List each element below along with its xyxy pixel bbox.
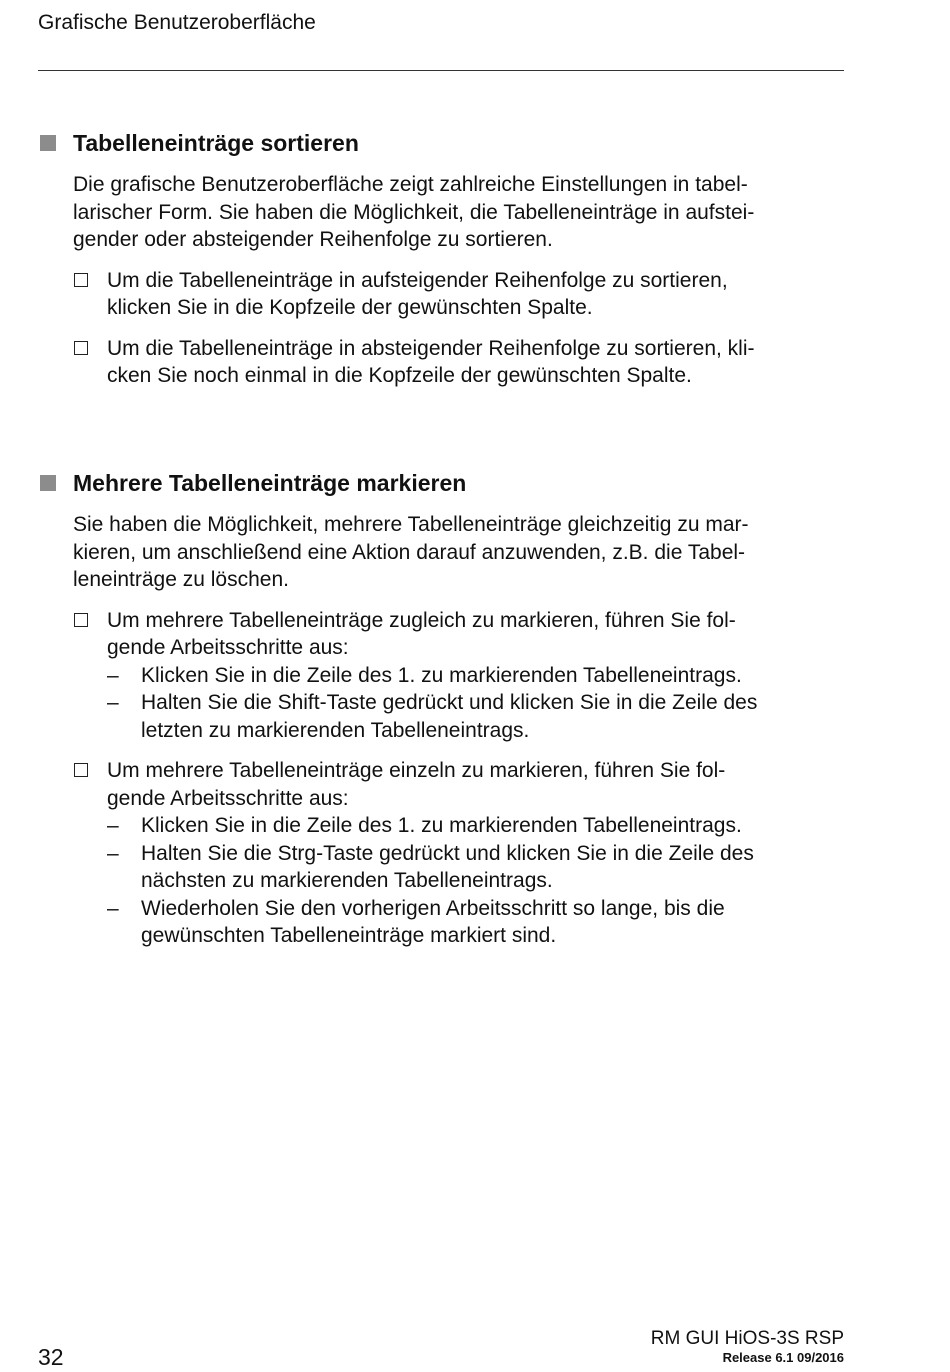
substep-item xyxy=(107,812,844,840)
intro-line: leneinträge zu löschen. xyxy=(73,568,289,591)
dash-bullet: – xyxy=(107,841,119,865)
page-number: 32 xyxy=(38,1344,64,1370)
checkbox-bullet-icon xyxy=(74,273,88,287)
substep-line: Klicken Sie in die Zeile des 1. zu markierenden Tabelleneintrags. xyxy=(141,814,742,837)
step-line: Um die Tabelleneinträge in absteigender Reihenfolge zu sortieren, kli- xyxy=(107,336,755,360)
substep-line: Wiederholen Sie den vorherigen Arbeitsschritt so lange, bis die xyxy=(141,896,725,920)
section-heading xyxy=(40,469,844,499)
instruction-step xyxy=(40,607,844,745)
footer-release-info: Release 6.1 09/2016 xyxy=(722,1350,844,1365)
substep-line: nächsten zu markierenden Tabelleneintrags. xyxy=(141,869,553,892)
substep-item xyxy=(107,895,844,950)
substep-line: Klicken Sie in die Zeile des 1. zu markierenden Tabelleneintrags. xyxy=(141,663,742,687)
running-header-title: Grafische Benutzeroberfläche xyxy=(38,11,316,34)
section-title: Mehrere Tabelleneinträge markieren xyxy=(73,470,467,496)
step-line: klicken Sie in die Kopfzeile der gewünschten Spalte. xyxy=(107,296,593,319)
instruction-step xyxy=(40,267,844,322)
intro-line: kieren, um anschließend eine Aktion darauf anzuwenden, z.B. die Tabel- xyxy=(73,540,746,564)
instruction-step xyxy=(40,757,844,950)
substep-item xyxy=(107,662,844,690)
intro-line: gender oder absteigender Reihenfolge zu sortieren. xyxy=(73,228,553,251)
square-bullet-icon xyxy=(40,475,56,491)
dash-bullet: – xyxy=(107,814,119,837)
section-title: Tabelleneinträge sortieren xyxy=(73,130,359,156)
substep-item xyxy=(107,840,844,895)
section-intro xyxy=(73,511,844,594)
section-heading xyxy=(40,129,844,159)
dash-bullet: – xyxy=(107,896,119,920)
checkbox-bullet-icon xyxy=(74,613,88,627)
substep-line: gewünschten Tabelleneinträge markiert sind. xyxy=(141,924,557,947)
intro-line: larischer Form. Sie haben die Möglichkeit, die Tabelleneinträge in aufstei- xyxy=(73,200,755,224)
substep-list xyxy=(107,812,844,950)
step-line: Um mehrere Tabelleneinträge zugleich zu markieren, führen Sie fol- xyxy=(107,608,736,632)
substep-item xyxy=(107,689,844,744)
substep-line: Halten Sie die Strg-Taste gedrückt und klicken Sie in die Zeile des xyxy=(141,841,754,865)
intro-line: Sie haben die Möglichkeit, mehrere Tabelleneinträge gleichzeitig zu mar- xyxy=(73,513,749,536)
dash-bullet: – xyxy=(107,691,119,714)
substep-line: Halten Sie die Shift-Taste gedrückt und klicken Sie in die Zeile des xyxy=(141,691,758,714)
step-line: gende Arbeitsschritte aus: xyxy=(107,786,349,810)
step-line: cken Sie noch einmal in die Kopfzeile der gewünschten Spalte. xyxy=(107,364,692,387)
checkbox-bullet-icon xyxy=(74,763,88,777)
dash-bullet: – xyxy=(107,663,119,687)
section-mark-entries xyxy=(40,469,844,950)
step-line: Um die Tabelleneinträge in aufsteigender Reihenfolge zu sortieren, xyxy=(107,268,728,292)
substep-line: letzten zu markierenden Tabelleneintrags. xyxy=(141,718,530,742)
header-divider xyxy=(38,70,844,71)
instruction-step xyxy=(40,335,844,390)
step-line: Um mehrere Tabelleneinträge einzeln zu markieren, führen Sie fol- xyxy=(107,759,726,782)
step-line: gende Arbeitsschritte aus: xyxy=(107,636,349,659)
substep-list xyxy=(107,662,844,745)
intro-line: Die grafische Benutzeroberfläche zeigt zahlreiche Einstellungen in tabel- xyxy=(73,173,748,196)
footer-product-name: RM GUI HiOS-3S RSP xyxy=(650,1328,844,1349)
square-bullet-icon xyxy=(40,135,56,151)
section-intro xyxy=(73,171,844,254)
section-sort-entries xyxy=(40,129,844,390)
checkbox-bullet-icon xyxy=(74,341,88,355)
